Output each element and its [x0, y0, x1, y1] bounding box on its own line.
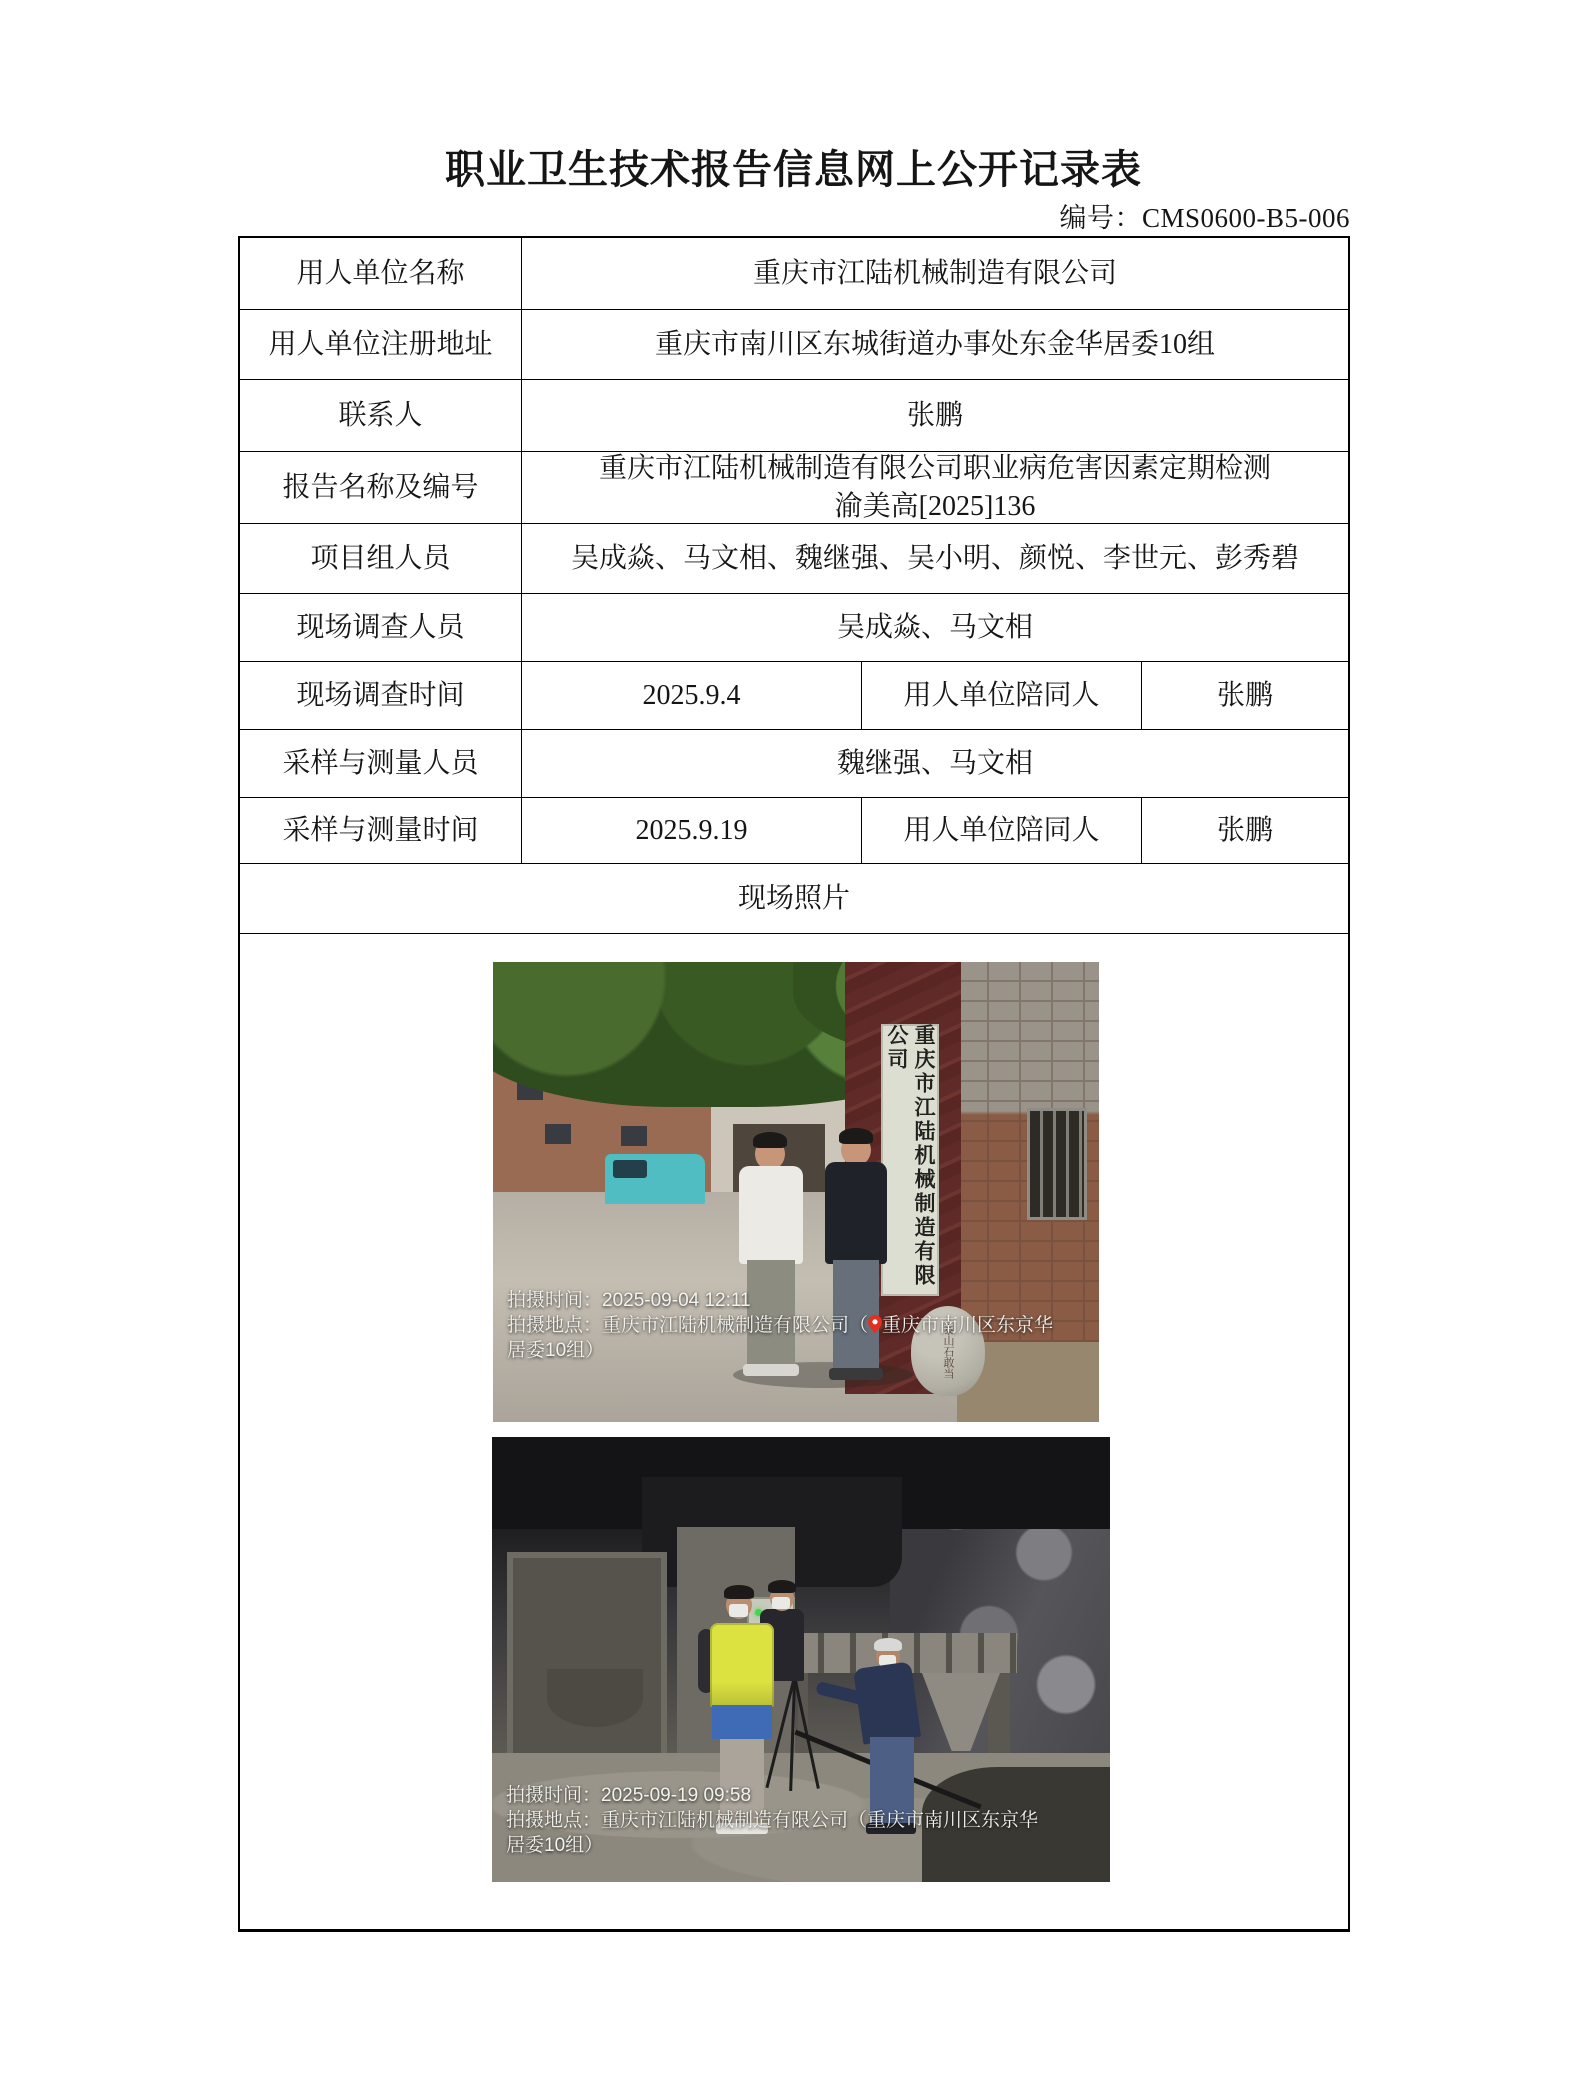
- watermark-location-cont-text: 居委10组）: [506, 1835, 604, 1856]
- watermark-time: [506, 1783, 751, 1808]
- watermark-time-label: 拍摄时间：: [506, 1785, 602, 1806]
- metal-bowl: [547, 1669, 643, 1727]
- watermark-time-label: 拍摄时间：: [507, 1290, 603, 1311]
- table-row: [240, 310, 1348, 380]
- row-value-employer-name: 重庆市江陆机械制造有限公司: [752, 258, 1117, 289]
- watermark-location-cont-text: 居委10组）: [507, 1340, 605, 1361]
- watermark-location-cont: [507, 1338, 604, 1363]
- doc-number: [1059, 196, 1350, 235]
- record-table: [238, 236, 1350, 1932]
- cyan-truck: [605, 1154, 705, 1204]
- person-hair: [768, 1580, 796, 1593]
- watermark-location-name: 重庆市江陆机械制造有限公司: [602, 1315, 850, 1336]
- shoes: [743, 1364, 799, 1376]
- row-label-contact: 联系人: [240, 380, 522, 451]
- company-sign-text: 重庆市江陆机械制造有限公司: [885, 1024, 936, 1288]
- row-label-employer-name: 用人单位名称: [240, 238, 522, 309]
- worker-cap: [874, 1638, 902, 1651]
- watermark-location-cont: [506, 1833, 603, 1858]
- table-row: [240, 864, 1348, 934]
- watermark-time-value: 2025-09-19 09:58: [601, 1785, 752, 1806]
- row-value-contact: 张鹏: [906, 400, 963, 431]
- report-number-line2: 渝美高[2025]136: [834, 490, 1036, 522]
- watermark-time-value: 2025-09-04 12:11: [602, 1290, 751, 1311]
- doc-number-value: CMS0600-B5-006: [1141, 203, 1350, 233]
- doc-number-label: 编号：: [1059, 203, 1142, 233]
- dark-blue-sweater: [853, 1661, 921, 1744]
- row-label-registered-address: 用人单位注册地址: [240, 310, 522, 379]
- watermark-location-label: 拍摄地点：: [507, 1315, 603, 1336]
- row-value-survey-staff: 吴成焱、马文相: [836, 612, 1033, 643]
- stone-text: 泰山石敢当: [942, 1323, 954, 1379]
- table-row: [240, 380, 1348, 452]
- table-row: [240, 238, 1348, 310]
- row-value-sampling-staff: 魏继强、马文相: [836, 748, 1033, 779]
- photo-cell: [240, 934, 1348, 1929]
- table-row: [240, 798, 1348, 864]
- truck-window: [613, 1160, 647, 1178]
- site-photo-workshop: [492, 1437, 1110, 1882]
- table-row: [240, 594, 1348, 662]
- dark-polo-shirt: [825, 1162, 887, 1264]
- face-mask: [729, 1604, 748, 1617]
- building-window: [545, 1124, 571, 1144]
- site-photo-gate: [493, 962, 1099, 1422]
- watermark-time: [507, 1288, 751, 1313]
- watermark-paren: （: [849, 1315, 869, 1336]
- row-value-report-name: [522, 452, 1348, 523]
- building-window: [621, 1126, 647, 1146]
- person-hair: [753, 1132, 787, 1148]
- location-pin-icon: [868, 1315, 882, 1340]
- table-row: [240, 730, 1348, 798]
- row-value-accompany-1: 张鹏: [1216, 680, 1273, 711]
- row-label-report-name: 报告名称及编号: [240, 452, 522, 523]
- watermark-location-name: 重庆市江陆机械制造有限公司: [601, 1810, 849, 1831]
- shoes: [829, 1368, 883, 1380]
- watermark-location-region: 重庆市南川区东京华: [882, 1315, 1054, 1336]
- watermark-location-label: 拍摄地点：: [506, 1810, 602, 1831]
- row-label-project-team: 项目组人员: [240, 524, 522, 593]
- watermark-location: [507, 1313, 1053, 1340]
- watermark-location: [506, 1808, 1038, 1833]
- row-value-project-team: 吴成焱、马文相、魏继强、吴小明、颜悦、李世元、彭秀碧: [570, 543, 1299, 574]
- row-value-registered-address: 重庆市南川区东城街道办事处东金华居委10组: [654, 329, 1215, 360]
- table-row: [240, 662, 1348, 730]
- person-hair: [839, 1128, 873, 1144]
- white-tshirt: [739, 1166, 803, 1264]
- row-label-survey-date: 现场调查时间: [240, 662, 522, 729]
- row-header-site-photos: 现场照片: [737, 883, 850, 914]
- row-label-accompany-1: 用人单位陪同人: [862, 662, 1142, 729]
- watermark-paren: （: [848, 1810, 868, 1831]
- hi-vis-vest-yellow: [710, 1623, 774, 1707]
- row-label-sampling-staff: 采样与测量人员: [240, 730, 522, 797]
- hi-vis-vest-blue: [712, 1705, 772, 1739]
- row-label-accompany-2: 用人单位陪同人: [862, 798, 1142, 863]
- row-value-accompany-2: 张鹏: [1216, 815, 1273, 846]
- row-label-sampling-date: 采样与测量时间: [240, 798, 522, 863]
- page-title: 职业卫生技术报告信息网上公开记录表: [445, 147, 1142, 192]
- company-sign-plaque: [881, 1024, 939, 1296]
- row-value-sampling-date: 2025.9.19: [522, 798, 862, 863]
- watermark-location-region: 重庆市南川区东京华: [867, 1810, 1039, 1831]
- report-name-line1: 重庆市江陆机械制造有限公司职业病危害因素定期检测: [598, 452, 1271, 484]
- person-hair: [724, 1585, 754, 1599]
- face-mask: [772, 1597, 790, 1609]
- row-label-survey-staff: 现场调查人员: [240, 594, 522, 661]
- barred-window: [1027, 1108, 1087, 1220]
- table-row: [240, 452, 1348, 524]
- table-row: [240, 524, 1348, 594]
- row-value-survey-date: 2025.9.4: [522, 662, 862, 729]
